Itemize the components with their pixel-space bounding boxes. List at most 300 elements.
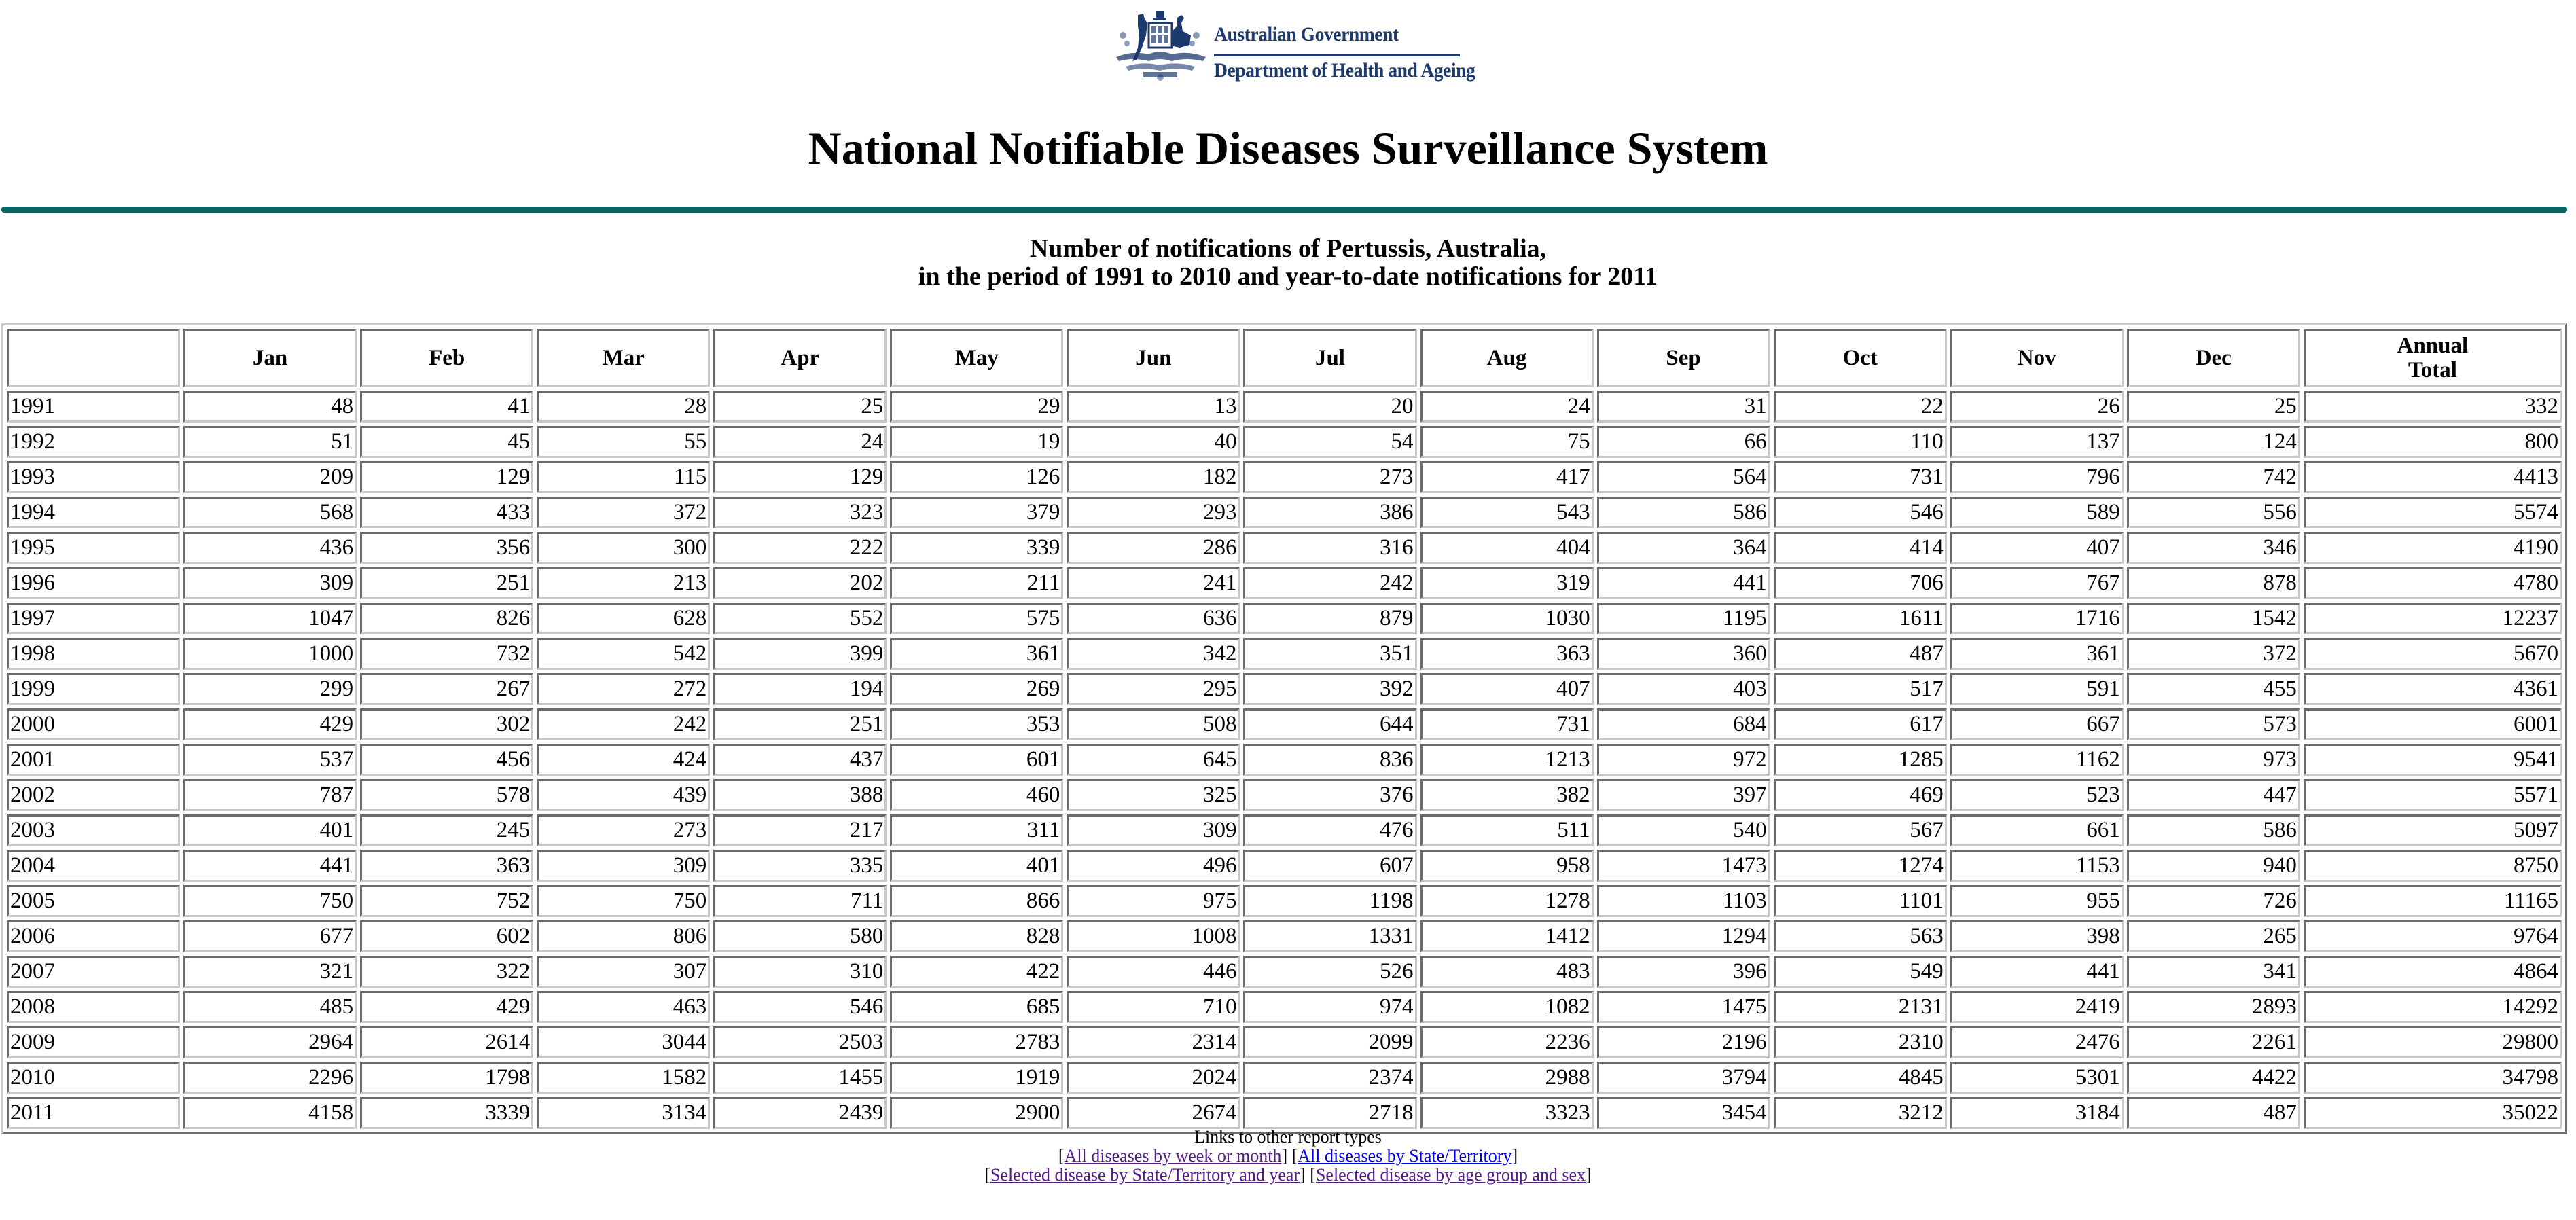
cell-sep: 364 [1597,532,1770,564]
cell-aug: 2988 [1420,1062,1594,1094]
cell-dec: 447 [2127,779,2300,811]
cell-sep: 1103 [1597,885,1770,917]
cell-jun: 13 [1067,391,1240,423]
table-row [7,1062,2562,1094]
cell-dec: 1542 [2127,603,2300,634]
cell-sep: 31 [1597,391,1770,423]
column-header-jul: Jul [1243,329,1416,387]
cell-jan: 750 [183,885,357,917]
row-year: 2009 [7,1026,180,1058]
cell-feb: 456 [360,744,533,776]
cell-jul: 2374 [1243,1062,1416,1094]
cell-may: 379 [890,497,1063,528]
cell-dec: 556 [2127,497,2300,528]
cell-oct: 1274 [1774,850,1947,882]
cell-nov: 1162 [1950,744,2124,776]
cell-aug: 363 [1420,638,1594,670]
cell-dec: 455 [2127,673,2300,705]
cell-may: 685 [890,991,1063,1023]
cell-oct: 4845 [1774,1062,1947,1094]
cell-mar: 1582 [537,1062,710,1094]
report-subtitle [0,235,2576,291]
cell-may: 2900 [890,1097,1063,1129]
report-links [0,1128,2576,1185]
cell-apr: 25 [713,391,887,423]
cell-aug: 3323 [1420,1097,1594,1129]
cell-apr: 546 [713,991,887,1023]
cell-jun: 446 [1067,956,1240,988]
cell-oct: 22 [1774,391,1947,423]
row-year: 1999 [7,673,180,705]
cell-apr: 437 [713,744,887,776]
cell-nov: 137 [1950,426,2124,458]
cell-nov: 3184 [1950,1097,2124,1129]
column-header-mar: Mar [537,329,710,387]
cell-nov: 661 [1950,814,2124,846]
row-year: 2010 [7,1062,180,1094]
cell-oct: 2131 [1774,991,1947,1023]
cell-dec: 2261 [2127,1026,2300,1058]
cell-jul: 386 [1243,497,1416,528]
table-row [7,708,2562,740]
row-year: 2011 [7,1097,180,1129]
cell-may: 29 [890,391,1063,423]
column-header-nov: Nov [1950,329,2124,387]
cell-annual-total: 35022 [2304,1097,2562,1129]
cell-jan: 568 [183,497,357,528]
cell-apr: 2439 [713,1097,887,1129]
row-year: 1996 [7,567,180,599]
link-all-diseases-by-state-territory[interactable]: All diseases by State/Territory [1298,1146,1512,1166]
column-header-sep: Sep [1597,329,1770,387]
cell-annual-total: 11165 [2304,885,2562,917]
cell-sep: 396 [1597,956,1770,988]
cell-dec: 346 [2127,532,2300,564]
cell-annual-total: 800 [2304,426,2562,458]
cell-jun: 309 [1067,814,1240,846]
cell-apr: 194 [713,673,887,705]
cell-may: 828 [890,920,1063,952]
cell-aug: 483 [1420,956,1594,988]
table-row [7,567,2562,599]
row-year: 2005 [7,885,180,917]
cell-annual-total: 5571 [2304,779,2562,811]
cell-annual-total: 9764 [2304,920,2562,952]
cell-feb: 129 [360,461,533,493]
cell-oct: 1101 [1774,885,1947,917]
cell-dec: 878 [2127,567,2300,599]
cell-sep: 403 [1597,673,1770,705]
cell-apr: 217 [713,814,887,846]
cell-sep: 972 [1597,744,1770,776]
bracket-open: [ [1058,1146,1065,1166]
cell-aug: 1082 [1420,991,1594,1023]
cell-feb: 602 [360,920,533,952]
cell-mar: 300 [537,532,710,564]
cell-jan: 485 [183,991,357,1023]
row-year: 1992 [7,426,180,458]
cell-feb: 356 [360,532,533,564]
cell-mar: 272 [537,673,710,705]
header-divider [1,207,2567,213]
cell-nov: 361 [1950,638,2124,670]
cell-jul: 974 [1243,991,1416,1023]
cell-sep: 441 [1597,567,1770,599]
government-name: Australian Government [1214,23,1399,46]
cell-aug: 1213 [1420,744,1594,776]
cell-may: 126 [890,461,1063,493]
cell-may: 269 [890,673,1063,705]
notifications-table [1,323,2567,1134]
cell-jun: 975 [1067,885,1240,917]
cell-annual-total: 5670 [2304,638,2562,670]
table-body [7,391,2562,1129]
bracket-close: ] [1300,1165,1306,1185]
cell-aug: 407 [1420,673,1594,705]
cell-jun: 2314 [1067,1026,1240,1058]
cell-dec: 586 [2127,814,2300,846]
cell-feb: 1798 [360,1062,533,1094]
table-row [7,391,2562,423]
cell-mar: 3044 [537,1026,710,1058]
cell-feb: 45 [360,426,533,458]
cell-dec: 940 [2127,850,2300,882]
cell-oct: 706 [1774,567,1947,599]
cell-apr: 2503 [713,1026,887,1058]
cell-jan: 1000 [183,638,357,670]
row-year: 2003 [7,814,180,846]
cell-jun: 2024 [1067,1062,1240,1094]
table-row [7,814,2562,846]
cell-mar: 424 [537,744,710,776]
cell-dec: 973 [2127,744,2300,776]
cell-annual-total: 6001 [2304,708,2562,740]
cell-may: 211 [890,567,1063,599]
cell-apr: 552 [713,603,887,634]
cell-oct: 110 [1774,426,1947,458]
cell-may: 460 [890,779,1063,811]
cell-sep: 540 [1597,814,1770,846]
table-row [7,779,2562,811]
cell-jan: 48 [183,391,357,423]
cell-apr: 24 [713,426,887,458]
row-year: 1991 [7,391,180,423]
cell-annual-total: 4361 [2304,673,2562,705]
cell-aug: 1278 [1420,885,1594,917]
cell-aug: 511 [1420,814,1594,846]
cell-jul: 392 [1243,673,1416,705]
bracket-open: [ [1291,1146,1298,1166]
cell-annual-total: 34798 [2304,1062,2562,1094]
column-header-aug: Aug [1420,329,1594,387]
cell-jan: 2296 [183,1062,357,1094]
annual-total-line-1: Annual [2397,334,2469,358]
cell-jan: 436 [183,532,357,564]
cell-jun: 645 [1067,744,1240,776]
bracket-close: ] [1511,1146,1518,1166]
cell-nov: 2419 [1950,991,2124,1023]
row-year: 2004 [7,850,180,882]
cell-sep: 2196 [1597,1026,1770,1058]
cell-sep: 564 [1597,461,1770,493]
cell-jun: 182 [1067,461,1240,493]
cell-jun: 40 [1067,426,1240,458]
bracket-open: [ [984,1165,990,1185]
cell-mar: 628 [537,603,710,634]
cell-mar: 28 [537,391,710,423]
cell-may: 601 [890,744,1063,776]
column-header-apr: Apr [713,329,887,387]
table-row [7,461,2562,493]
cell-nov: 441 [1950,956,2124,988]
cell-oct: 549 [1774,956,1947,988]
table-row [7,673,2562,705]
cell-nov: 398 [1950,920,2124,952]
government-logo [1112,8,1475,82]
cell-feb: 3339 [360,1097,533,1129]
annual-total-line-2: Total [2408,358,2457,382]
cell-jul: 644 [1243,708,1416,740]
cell-jul: 2099 [1243,1026,1416,1058]
cell-annual-total: 8750 [2304,850,2562,882]
column-header-may: May [890,329,1063,387]
cell-sep: 1195 [1597,603,1770,634]
cell-sep: 3454 [1597,1097,1770,1129]
cell-nov: 796 [1950,461,2124,493]
subtitle-line-2: in the period of 1991 to 2010 and year-to-date notifications for 2011 [918,262,1658,291]
cell-annual-total: 9541 [2304,744,2562,776]
cell-jun: 508 [1067,708,1240,740]
cell-jun: 325 [1067,779,1240,811]
table-row [7,1097,2562,1129]
cell-sep: 586 [1597,497,1770,528]
cell-nov: 667 [1950,708,2124,740]
cell-aug: 404 [1420,532,1594,564]
cell-jul: 526 [1243,956,1416,988]
cell-oct: 414 [1774,532,1947,564]
cell-jan: 537 [183,744,357,776]
cell-sep: 684 [1597,708,1770,740]
cell-apr: 711 [713,885,887,917]
cell-apr: 1455 [713,1062,887,1094]
cell-may: 353 [890,708,1063,740]
cell-dec: 372 [2127,638,2300,670]
table-row [7,850,2562,882]
cell-annual-total: 4190 [2304,532,2562,564]
cell-may: 1919 [890,1062,1063,1094]
table-row [7,532,2562,564]
cell-jul: 376 [1243,779,1416,811]
cell-feb: 41 [360,391,533,423]
cell-jun: 496 [1067,850,1240,882]
link-selected-disease-by-state-territory-and-year[interactable]: Selected disease by State/Territory and year [990,1165,1300,1185]
subtitle-line-1: Number of notifications of Pertussis, Australia, [1029,234,1547,263]
cell-sep: 360 [1597,638,1770,670]
cell-mar: 806 [537,920,710,952]
cell-aug: 2236 [1420,1026,1594,1058]
cell-may: 361 [890,638,1063,670]
cell-aug: 382 [1420,779,1594,811]
cell-sep: 397 [1597,779,1770,811]
department-name: Department of Health and Ageing [1214,59,1475,82]
row-year: 1993 [7,461,180,493]
row-year: 2002 [7,779,180,811]
cell-mar: 3134 [537,1097,710,1129]
cell-jan: 2964 [183,1026,357,1058]
row-year: 2000 [7,708,180,740]
page-title: National Notifiable Diseases Surveillance System [808,122,1768,174]
column-header-feb: Feb [360,329,533,387]
table-header-row [7,329,2562,387]
cell-jan: 1047 [183,603,357,634]
cell-aug: 75 [1420,426,1594,458]
cell-oct: 617 [1774,708,1947,740]
table-row [7,885,2562,917]
table-row [7,991,2562,1023]
cell-annual-total: 5574 [2304,497,2562,528]
cell-jun: 2674 [1067,1097,1240,1129]
cell-feb: 363 [360,850,533,882]
cell-annual-total: 332 [2304,391,2562,423]
links-line-2 [0,1166,2576,1185]
cell-nov: 2476 [1950,1026,2124,1058]
cell-apr: 222 [713,532,887,564]
cell-may: 339 [890,532,1063,564]
cell-annual-total: 4780 [2304,567,2562,599]
row-year: 2008 [7,991,180,1023]
cell-aug: 24 [1420,391,1594,423]
cell-jul: 273 [1243,461,1416,493]
cell-annual-total: 12237 [2304,603,2562,634]
link-selected-disease-by-age-group-and-sex[interactable]: Selected disease by age group and sex [1315,1165,1586,1185]
cell-aug: 319 [1420,567,1594,599]
column-header-year [7,329,180,387]
cell-dec: 2893 [2127,991,2300,1023]
cell-jul: 1331 [1243,920,1416,952]
cell-jul: 836 [1243,744,1416,776]
cell-oct: 3212 [1774,1097,1947,1129]
cell-annual-total: 5097 [2304,814,2562,846]
table-row [7,920,2562,952]
cell-oct: 731 [1774,461,1947,493]
cell-oct: 2310 [1774,1026,1947,1058]
cell-nov: 1153 [1950,850,2124,882]
column-header-annual-total [2304,329,2562,387]
cell-may: 422 [890,956,1063,988]
cell-mar: 372 [537,497,710,528]
row-year: 2001 [7,744,180,776]
cell-jan: 677 [183,920,357,952]
cell-aug: 731 [1420,708,1594,740]
cell-may: 401 [890,850,1063,882]
row-year: 1998 [7,638,180,670]
cell-dec: 487 [2127,1097,2300,1129]
cell-jan: 309 [183,567,357,599]
cell-mar: 463 [537,991,710,1023]
cell-feb: 2614 [360,1026,533,1058]
cell-sep: 3794 [1597,1062,1770,1094]
logo-divider [1214,54,1460,56]
bracket-close: ] [1586,1165,1592,1185]
cell-aug: 1030 [1420,603,1594,634]
cell-feb: 433 [360,497,533,528]
cell-feb: 267 [360,673,533,705]
cell-annual-total: 14292 [2304,991,2562,1023]
cell-jan: 321 [183,956,357,988]
link-all-diseases-by-week-or-month[interactable]: All diseases by week or month [1064,1146,1282,1166]
table-row [7,638,2562,670]
cell-oct: 1611 [1774,603,1947,634]
cell-mar: 273 [537,814,710,846]
cell-jun: 710 [1067,991,1240,1023]
cell-oct: 563 [1774,920,1947,952]
cell-may: 311 [890,814,1063,846]
cell-feb: 429 [360,991,533,1023]
cell-mar: 115 [537,461,710,493]
cell-nov: 523 [1950,779,2124,811]
cell-aug: 417 [1420,461,1594,493]
cell-aug: 1412 [1420,920,1594,952]
cell-jan: 401 [183,814,357,846]
cell-oct: 567 [1774,814,1947,846]
cell-jun: 295 [1067,673,1240,705]
cell-jun: 286 [1067,532,1240,564]
cell-annual-total: 4413 [2304,461,2562,493]
cell-jul: 2718 [1243,1097,1416,1129]
cell-jan: 209 [183,461,357,493]
cell-mar: 542 [537,638,710,670]
cell-apr: 310 [713,956,887,988]
cell-dec: 726 [2127,885,2300,917]
table-row [7,956,2562,988]
table-row [7,744,2562,776]
cell-sep: 1475 [1597,991,1770,1023]
cell-oct: 546 [1774,497,1947,528]
cell-mar: 439 [537,779,710,811]
cell-sep: 66 [1597,426,1770,458]
cell-feb: 826 [360,603,533,634]
cell-jul: 316 [1243,532,1416,564]
cell-dec: 25 [2127,391,2300,423]
cell-nov: 5301 [1950,1062,2124,1094]
cell-jul: 54 [1243,426,1416,458]
cell-jul: 20 [1243,391,1416,423]
cell-jun: 241 [1067,567,1240,599]
cell-nov: 1716 [1950,603,2124,634]
cell-dec: 341 [2127,956,2300,988]
table-row [7,603,2562,634]
cell-mar: 307 [537,956,710,988]
bracket-close: ] [1281,1146,1288,1166]
column-header-dec: Dec [2127,329,2300,387]
cell-dec: 265 [2127,920,2300,952]
cell-feb: 578 [360,779,533,811]
cell-apr: 399 [713,638,887,670]
cell-apr: 580 [713,920,887,952]
cell-mar: 242 [537,708,710,740]
cell-feb: 752 [360,885,533,917]
cell-nov: 767 [1950,567,2124,599]
cell-mar: 213 [537,567,710,599]
cell-aug: 543 [1420,497,1594,528]
row-year: 2007 [7,956,180,988]
cell-nov: 589 [1950,497,2124,528]
cell-annual-total: 4864 [2304,956,2562,988]
cell-feb: 245 [360,814,533,846]
links-heading: Links to other report types [1194,1127,1382,1147]
cell-mar: 750 [537,885,710,917]
cell-may: 19 [890,426,1063,458]
